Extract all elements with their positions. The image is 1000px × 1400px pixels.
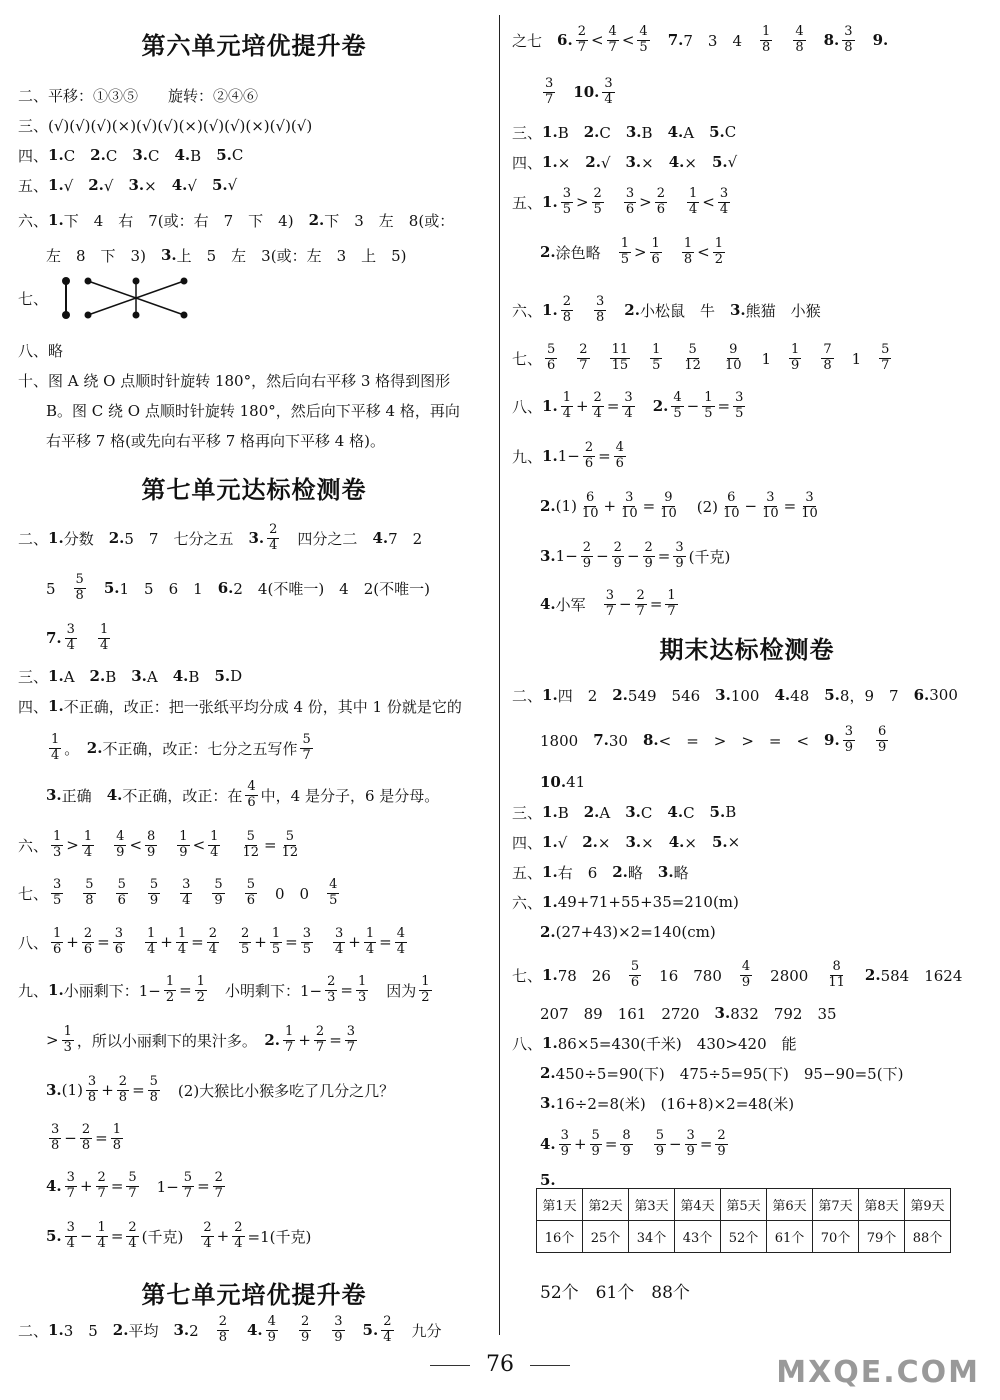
answer-line: 四、 1. C 2. C 3. C 4. B 5. C [18, 146, 244, 165]
table-cell: 43个 [675, 1221, 721, 1253]
answer-line: > $\frac{1}{3}$ ，所以小丽剩下的果汁多。 2. $\frac{1}{7}$ + $\frac{2}{7}$ = $\frac{3}{7}$ [46, 1023, 356, 1055]
answer-line: 7. $\frac{3}{4}$ $\frac{1}{4}$ [46, 621, 109, 653]
answer-line: 4. $\frac{3}{9}$ + $\frac{5}{9}$ = $\frac{8}{9}$ $\frac{5}{9}$ − $\frac{3}{9}$ = $\frac{2}{9}$ [540, 1127, 726, 1159]
answer-line: 六、 1. $\frac{2}{8}$ $\frac{3}{8}$ 2. 小松鼠 牛 3. 熊猫 小猴 [512, 293, 821, 325]
table-cell: 88个 [905, 1221, 951, 1253]
heading-unit7-test: 第七单元达标检测卷 [141, 476, 367, 504]
answer-line: 八、略 [18, 341, 64, 360]
answer-line: 2. 涂色略 $\frac{1}{5}$ > $\frac{1}{6}$ $\frac{1}{8}$ < $\frac{1}{2}$ [540, 235, 723, 267]
answer-line: 2. (27+43)×2=140(cm) [540, 923, 716, 941]
column-divider [499, 15, 500, 1335]
table-cell: 第2天 [583, 1189, 629, 1221]
answer-line: 九、 1. 小丽剩下：1− $\frac{1}{2}$ = $\frac{1}{2}$ 小明剩下：1− $\frac{2}{3}$ = $\frac{1}{3}$ 因为 $\frac{1}{2}$ [18, 973, 430, 1005]
answer-line: 207 89 161 2720 3. 832 792 35 [540, 1004, 837, 1023]
answer-line: 六、 1. 49+71+55+35=210(m) [512, 893, 739, 912]
answer-line: 左 8 下 3) 3. 上 5 左 3(或：左 3 上 5) [46, 246, 407, 265]
answer-line: 1800 7. 30 8. < = > > = < 9. $\frac{3}{9}$ $\frac{6}{9}$ [540, 723, 887, 755]
answer-line: 七、 [18, 268, 490, 328]
table-cell: 第5天 [721, 1189, 767, 1221]
answer-line: 十、图 A 绕 O 点顺时针旋转 180°，然后向右平移 3 格得到图形 [18, 371, 451, 390]
answer-line: 二、 1. 分数 2. 5 7 七分之五 3. $\frac{2}{4}$ 四分之二 4. 7 2 [18, 521, 423, 553]
answer-line: 三、(√)(√)(√)(×)(√)(√)(×)(√)(√)(×)(√)(√) [18, 116, 313, 135]
answer-line: 3. 16÷2=8(米) (16+8)×2=48(米) [540, 1094, 795, 1113]
table-cell: 34个 [629, 1221, 675, 1253]
answer-line: 六、 1. 下 4 右 7(或：右 7 下 4) 2. 下 3 左 8(或： [18, 211, 455, 230]
answer-line: 七、 $\frac{3}{5}$ $\frac{5}{8}$ $\frac{5}{6}$ $\frac{5}{9}$ $\frac{3}{4}$ $\frac{5}{9}$ $\frac{5}{6}$ 0 0 $\frac{4}{5}$ [18, 876, 338, 908]
answer-line: 七、 $\frac{5}{6}$ $\frac{2}{7}$ $\frac{11}{15}$ $\frac{1}{5}$ $\frac{5}{12}$ $\frac{9}{10}$ 1 $\frac{1}{9}$ $\frac{7}{8}$ 1 $\frac{5}{7}$ [512, 341, 890, 373]
answer-line: 五、 1. √ 2. √ 3. × 4. √ 5. √ [18, 176, 238, 195]
answer-line: 九、 1. 1− $\frac{2}{6}$ = $\frac{4}{6}$ [512, 439, 624, 471]
answer-line: 4. $\frac{3}{7}$ + $\frac{2}{7}$ = $\frac{5}{7}$ 1− $\frac{5}{7}$ = $\frac{2}{7}$ [46, 1169, 223, 1201]
answer-line: B。图 C 绕 O 点顺时针旋转 180°，然后向下平移 4 格，再向 [46, 401, 460, 420]
watermark-text: MXQE.COM [776, 1355, 980, 1390]
answer-line: $\frac{3}{8}$ − $\frac{2}{8}$ = $\frac{1}{8}$ [51, 1121, 121, 1153]
answer-line: 二、 1. 四 2 2. 549 546 3. 100 4. 48 5. 8，9 7 6. 300 [512, 686, 958, 705]
answer-line: 10. 41 [540, 773, 586, 791]
answer-line: 3. 1− $\frac{2}{9}$ − $\frac{2}{9}$ − $\frac{2}{9}$ = $\frac{3}{9}$ (千克) [540, 539, 731, 571]
table-cell: 61个 [767, 1221, 813, 1253]
answer-line: 八、 1. $\frac{1}{4}$ + $\frac{2}{4}$ = $\frac{3}{4}$ 2. $\frac{4}{5}$ − $\frac{1}{5}$ = $\frac{3}{5}$ [512, 389, 744, 421]
answer-line: 5 $\frac{5}{8}$ 5. 1 5 6 1 6. 2 4(不唯一) 4 2(不唯一) [46, 571, 430, 603]
heading-unit6-improve: 第六单元培优提升卷 [141, 32, 367, 60]
answer-line: 四、 1. × 2. √ 3. × 4. × 5. √ [512, 153, 738, 172]
growth-table [536, 1188, 951, 1253]
answer-line: 三、 1. B 2. C 3. B 4. A 5. C [512, 123, 737, 142]
page-number-text: 76 [486, 1352, 514, 1377]
table-cell: 第3天 [629, 1189, 675, 1221]
answer-line: $\frac{1}{4}$ 。 2. 不正确，改正：七分之五写作 $\frac{5}{7}$ [51, 731, 311, 763]
answer-line: 五、 1. $\frac{3}{5}$ > $\frac{2}{5}$ $\frac{3}{6}$ > $\frac{2}{6}$ $\frac{1}{4}$ < $\frac{3}{4}$ [512, 185, 729, 217]
table-cell: 第4天 [675, 1189, 721, 1221]
left-column [18, 18, 490, 1345]
table-cell: 52个 [721, 1221, 767, 1253]
table-cell: 16个 [537, 1221, 583, 1253]
answer-line: 2. 450÷5=90(下) 475÷5=95(下) 95−90=5(下) [540, 1064, 904, 1083]
answer-line: 六、 $\frac{1}{3}$ > $\frac{1}{4}$ $\frac{4}{9}$ < $\frac{8}{9}$ $\frac{1}{9}$ < $\frac{1}{4}$ $\frac{5}{12}$ = $\frac{5}{12}$ [18, 828, 299, 860]
table-cell: 第7天 [813, 1189, 859, 1221]
answer-line: 四、 1. √ 2. × 3. × 4. × 5. × [512, 833, 741, 852]
answer-line: 右平移 7 格(或先向右平移 7 格再向下平移 4 格)。 [46, 431, 385, 450]
answer-line: 七、 1. 78 26 $\frac{5}{6}$ 16 780 $\frac{4}{9}$ 2800 $\frac{8}{11}$ 2. 584 1624 [512, 958, 963, 990]
answer-line: 八、 1. 86×5=430(千米) 430>420 能 [512, 1034, 797, 1053]
table-cell: 79个 [859, 1221, 905, 1253]
answer-line: 三、 1. A 2. B 3. A 4. B 5. D [18, 667, 243, 686]
table-cell: 25个 [583, 1221, 629, 1253]
answer-line: 5. [540, 1171, 556, 1189]
answer-line: 2. (1) $\frac{6}{10}$ + $\frac{3}{10}$ = $\frac{9}{10}$ (2) $\frac{6}{10}$ − $\frac{3}{10}$ = $\frac{3}{10}$ [540, 489, 818, 521]
table-cell: 70个 [813, 1221, 859, 1253]
heading-final-test: 期末达标检测卷 [659, 636, 835, 664]
answer-line: $\frac{3}{7}$ 10. $\frac{3}{4}$ [545, 75, 613, 107]
answer-line: 三、 1. B 2. A 3. C 4. C 5. B [512, 803, 737, 822]
table-cell: 第8天 [859, 1189, 905, 1221]
answer-line: 之七 6. $\frac{2}{7}$ < $\frac{4}{7}$ < $\frac{4}{5}$ 7. 7 3 4 $\frac{1}{8}$ $\frac{4}{8}$ 8. $\frac{3}{8}$ 9. [512, 23, 889, 55]
answer-line: 3. (1) $\frac{3}{8}$ + $\frac{2}{8}$ = $\frac{5}{8}$ (2)大猴比小猴多吃了几分之几？ [46, 1073, 395, 1105]
right-column [512, 18, 982, 1345]
answer-line: 5. $\frac{3}{4}$ − $\frac{1}{4}$ = $\frac{2}{4}$ (千克) $\frac{2}{4}$ + $\frac{2}{4}$ =1(千克) [46, 1219, 312, 1251]
heading-unit7-improve: 第七单元培优提升卷 [141, 1281, 367, 1309]
connection-diagram [54, 273, 194, 323]
answer-line: 八、 $\frac{1}{6}$ + $\frac{2}{6}$ = $\frac{3}{6}$ $\frac{1}{4}$ + $\frac{1}{4}$ = $\frac{2}{4}$ $\frac{2}{5}$ + $\frac{1}{5}$ = $\frac{3}{5}$ $\frac{3}{4}$ + $\frac{1}{4}$ = $\frac{4}{4}$ [18, 925, 406, 957]
answer-line: 4. 小军 $\frac{3}{7}$ − $\frac{2}{7}$ = $\frac{1}{7}$ [540, 587, 676, 619]
answer-line: 二、 1. 3 5 2. 平均 3. 2 $\frac{2}{8}$ 4. $\frac{4}{9}$ $\frac{2}{9}$ $\frac{3}{9}$ 5. $\frac{2}{4}$ 九分 [18, 1313, 442, 1345]
answer-line: 四、 1. 不正确，改正：把一张纸平均分成 4 份，其中 1 份就是它的 [18, 697, 462, 716]
answer-line: 3. 正确 4. 不正确，改正：在 $\frac{4}{6}$ 中，4 是分子，6 是分母。 [46, 778, 440, 810]
table-cell: 第9天 [905, 1189, 951, 1221]
table-answers: 52个 61个 88个 [540, 1282, 690, 1303]
table-cell: 第6天 [767, 1189, 813, 1221]
answer-line: 五、 1. 右 6 2. 略 3. 略 [512, 863, 689, 882]
table-cell: 第1天 [537, 1189, 583, 1221]
answer-line: 二、平移：①③⑤ 旋转：②④⑥ [18, 86, 259, 105]
